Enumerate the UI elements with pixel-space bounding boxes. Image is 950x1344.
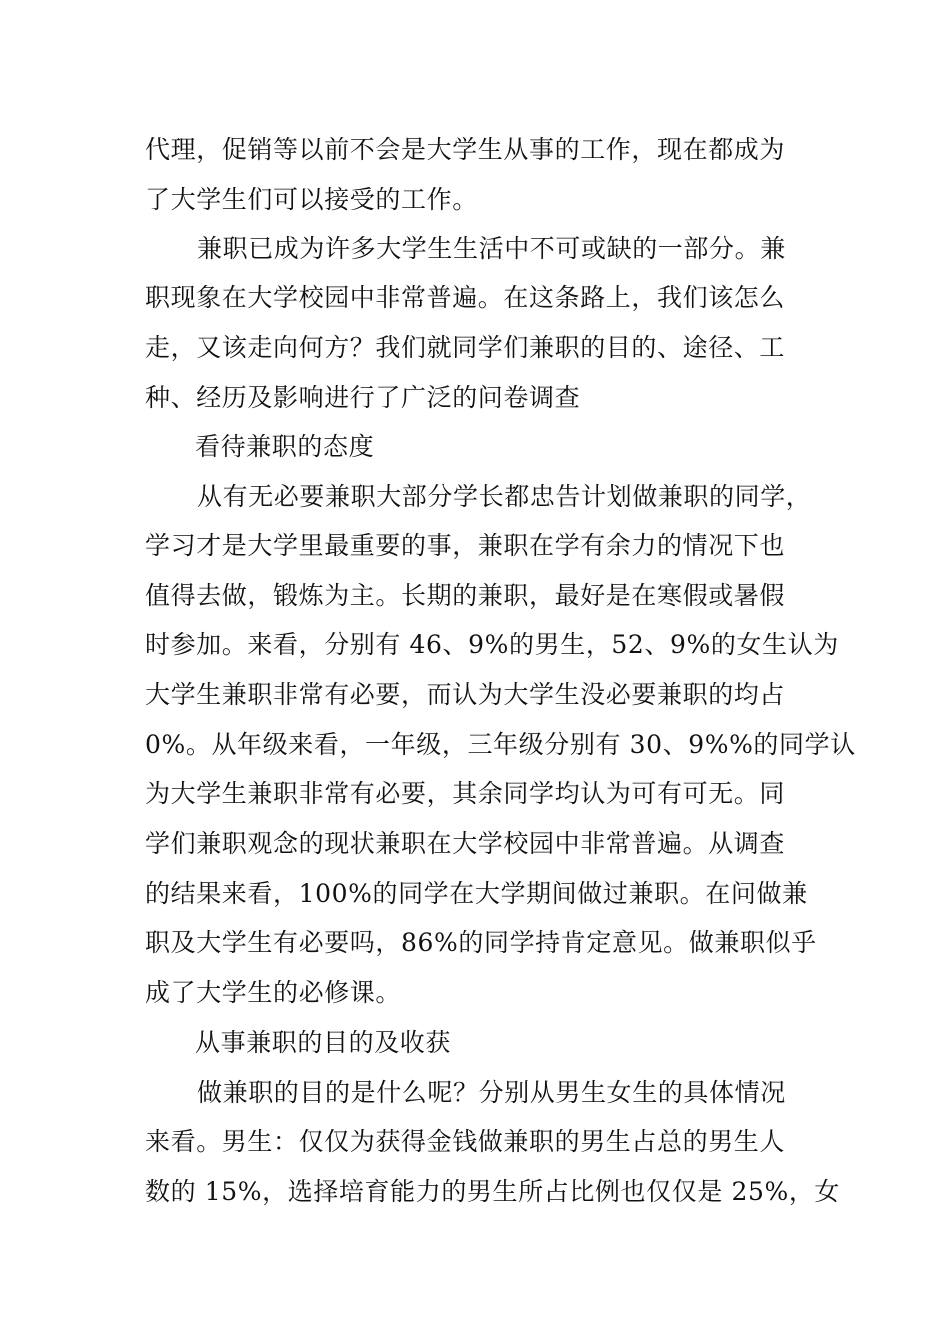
text-line: 值得去做，锻炼为主。长期的兼职，最好是在寒假或暑假	[145, 581, 786, 610]
text-line: 种、经历及影响进行了广泛的问卷调查	[145, 383, 581, 412]
text-line: 代理，促销等以前不会是大学生从事的工作，现在都成为	[145, 135, 786, 164]
text-line: 大学生兼职非常有必要，而认为大学生没必要兼职的均占	[145, 680, 786, 709]
text-line: 时参加。来看，分别有 46、9%的男生，52、9%的女生认为	[145, 630, 839, 659]
section-heading: 从事兼职的目的及收获	[195, 1028, 452, 1057]
paragraph-start: 做兼职的目的是什么呢？分别从男生女生的具体情况	[197, 1078, 786, 1107]
text-line: 为大学生兼职非常有必要，其余同学均认为可有可无。同	[145, 779, 786, 808]
text-line: 职现象在大学校园中非常普遍。在这条路上，我们该怎么	[145, 283, 786, 312]
text-line: 走，又该走向何方？我们就同学们兼职的目的、途径、工	[145, 333, 786, 362]
text-line: 数的 15%，选择培育能力的男生所占比例也仅仅是 25%，女	[145, 1177, 841, 1206]
text-line: 学习才是大学里最重要的事，兼职在学有余力的情况下也	[145, 531, 786, 560]
text-line: 来看。男生：仅仅为获得金钱做兼职的男生占总的男生人	[145, 1127, 786, 1156]
text-line: 学们兼职观念的现状兼职在大学校园中非常普遍。从调查	[145, 829, 786, 858]
text-line: 了大学生们可以接受的工作。	[145, 185, 478, 214]
text-line: 的结果来看，100%的同学在大学期间做过兼职。在问做兼	[145, 879, 808, 908]
paragraph-start: 从有无必要兼职大部分学长都忠告计划做兼职的同学，	[197, 482, 812, 511]
text-line: 成了大学生的必修课。	[145, 978, 402, 1007]
text-line: 职及大学生有必要吗，86%的同学持肯定意见。做兼职似乎	[145, 928, 817, 957]
paragraph-start: 兼职已成为许多大学生生活中不可或缺的一部分。兼	[197, 234, 786, 263]
section-heading: 看待兼职的态度	[195, 432, 375, 461]
text-line: 0%。从年级来看，一年级，三年级分别有 30、9%%的同学认	[145, 730, 856, 759]
